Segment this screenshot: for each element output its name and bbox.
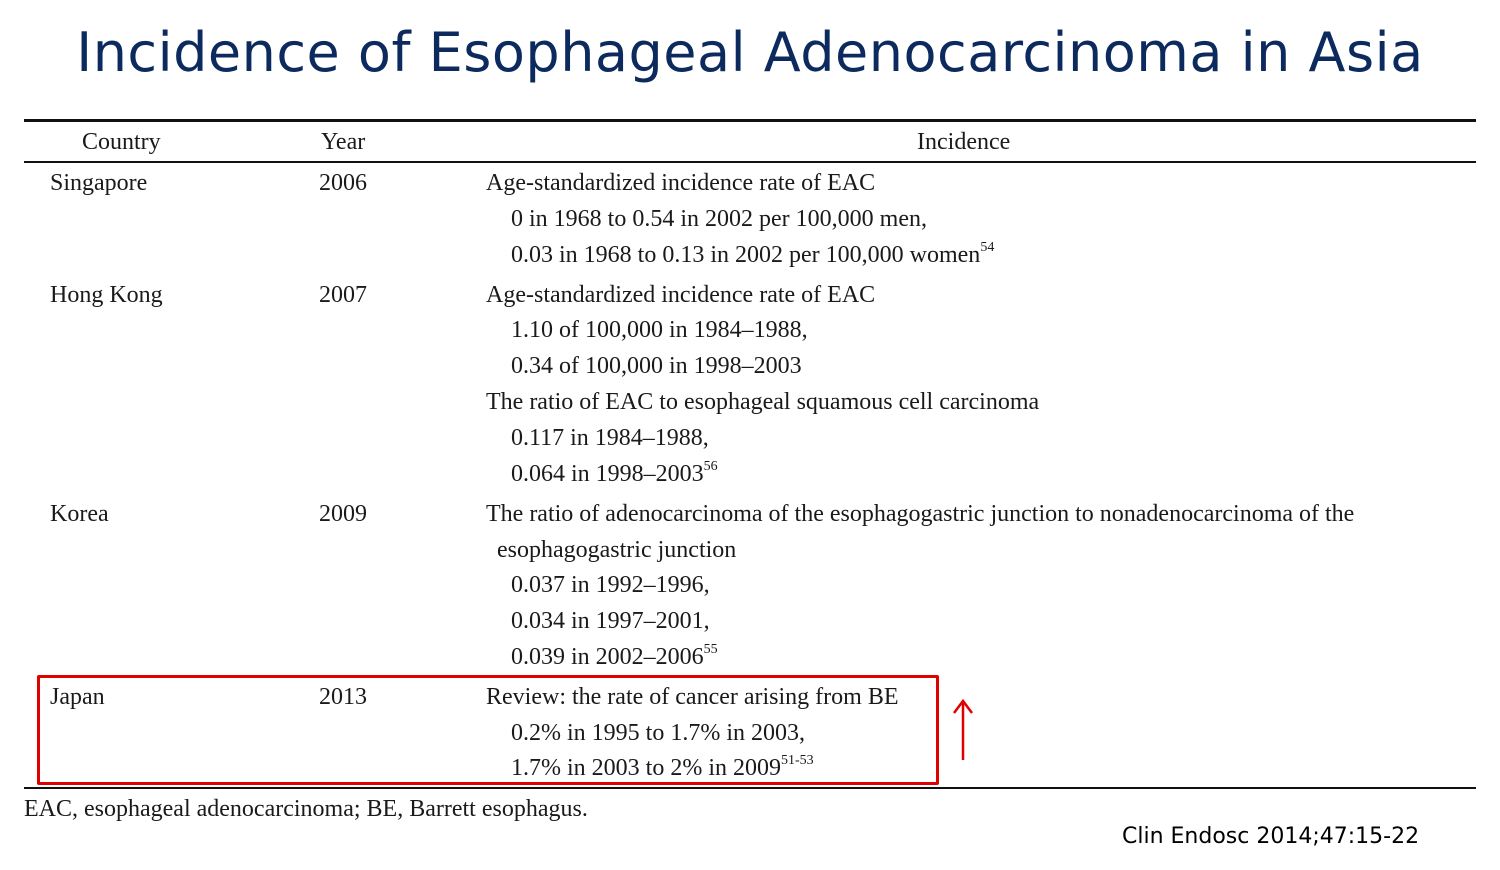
row-hongkong-line-3: 0.34 of 100,000 in 1998–2003 — [511, 353, 802, 379]
reference-superscript: 54 — [980, 240, 995, 255]
row-korea-line-3: 0.037 in 1992–1996, — [511, 572, 710, 598]
row-hongkong-year: 2007 — [319, 282, 367, 308]
header-year: Year — [321, 129, 366, 155]
row-singapore-year: 2006 — [319, 170, 367, 196]
header-country: Country — [82, 129, 161, 155]
row-japan-country: Japan — [50, 684, 105, 710]
row-korea-line-5: 0.039 in 2002–2006$^{55}$ — [511, 642, 718, 670]
row-singapore-line-1: Age-standardized incidence rate of EAC — [486, 170, 876, 196]
row-japan-line-1: Review: the rate of cancer arising from BE — [486, 684, 899, 710]
row-japan-year: 2013 — [319, 684, 367, 710]
slide-title: Incidence of Esophageal Adenocarcinoma in Asia — [76, 21, 1424, 84]
table-bottom-rule — [24, 787, 1476, 789]
row-hongkong-country: Hong Kong — [50, 282, 163, 308]
table-top-rule — [24, 119, 1476, 122]
row-hongkong-line-5: 0.117 in 1984–1988, — [511, 425, 709, 451]
row-hongkong-line-1: Age-standardized incidence rate of EAC — [486, 282, 876, 308]
row-korea-country: Korea — [50, 501, 109, 527]
row-singapore-line-3: 0.03 in 1968 to 0.13 in 2002 per 100,000 women$^{54}$ — [511, 240, 995, 268]
row-singapore-line-2: 0 in 1968 to 0.54 in 2002 per 100,000 men, — [511, 206, 927, 232]
row-hongkong-line-4: The ratio of EAC to esophageal squamous cell carcinoma — [486, 389, 1040, 415]
citation: Clin Endosc 2014;47:15-22 — [1122, 824, 1420, 849]
row-korea-line-4: 0.034 in 1997–2001, — [511, 608, 710, 634]
row-japan-line-2: 0.2% in 1995 to 1.7% in 2003, — [511, 720, 805, 746]
up-arrow-icon — [950, 698, 976, 762]
row-korea-line-2: esophagogastric junction — [497, 537, 737, 563]
reference-superscript: 56 — [703, 459, 718, 474]
row-korea-line-1: The ratio of adenocarcinoma of the esophagogastric junction to nonadenocarcinoma of the — [486, 501, 1355, 527]
row-singapore-country: Singapore — [50, 170, 148, 196]
row-korea-year: 2009 — [319, 501, 367, 527]
header-incidence: Incidence — [917, 129, 1011, 155]
japan-highlight-box — [37, 675, 939, 785]
row-hongkong-line-6: 0.064 in 1998–2003$^{56}$ — [511, 459, 718, 487]
reference-superscript: 55 — [703, 642, 718, 657]
table-footnote: EAC, esophageal adenocarcinoma; BE, Barrett esophagus. — [24, 796, 588, 822]
table-header-rule — [24, 161, 1476, 163]
reference-superscript: 51-53 — [781, 753, 814, 768]
row-hongkong-line-2: 1.10 of 100,000 in 1984–1988, — [511, 317, 808, 343]
row-japan-line-3: 1.7% in 2003 to 2% in 2009$^{51-53}$ — [511, 753, 814, 781]
